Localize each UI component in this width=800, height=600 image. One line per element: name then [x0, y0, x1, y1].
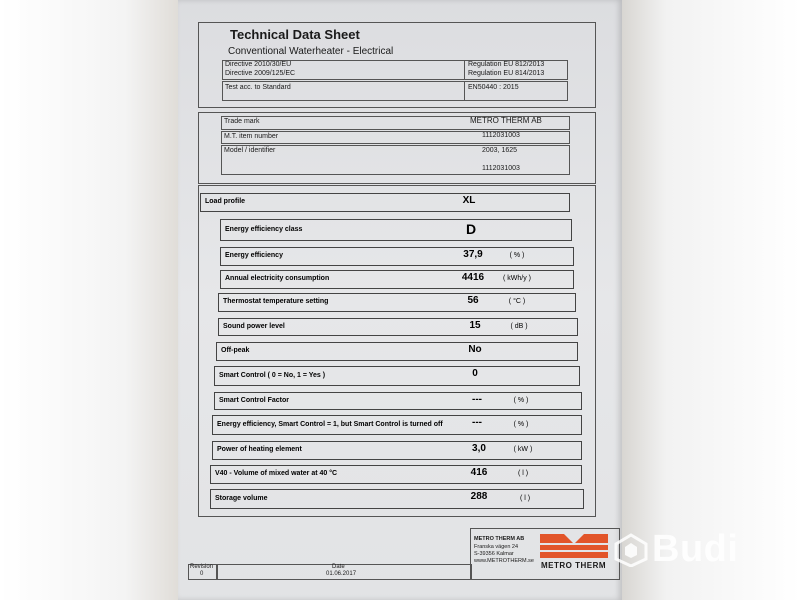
spec-row [220, 219, 572, 241]
test-standard-label: Test acc. to Standard [225, 84, 291, 91]
spec-row [210, 465, 582, 484]
spec-label: Smart Control Factor [219, 397, 290, 404]
spec-row [214, 366, 580, 386]
spec-row [212, 441, 582, 460]
model-value-2: 1112031003 [482, 165, 520, 172]
spec-row [216, 342, 578, 361]
directive-1: Directive 2010/30/EU [225, 61, 292, 68]
spec-row [218, 293, 576, 312]
logo-text: METRO THERM [541, 561, 607, 570]
spec-label: Power of heating element [217, 446, 302, 453]
spec-unit: ( °C ) [508, 298, 526, 305]
spec-row [212, 415, 582, 435]
directive-2: Directive 2009/125/EC [225, 70, 296, 77]
spec-label: Sound power level [223, 323, 285, 330]
spec-label: Smart Control ( 0 = No, 1 = Yes ) [219, 372, 326, 379]
budi-logo-icon [614, 533, 648, 567]
test-standard-value: EN50440 : 2015 [468, 84, 519, 91]
company-name: METRO THERM AB [474, 536, 525, 542]
spec-value: 416 [470, 467, 488, 478]
spec-unit: ( % ) [513, 397, 529, 404]
regulation-2: Regulation EU 814/2013 [468, 70, 545, 77]
page-title: Technical Data Sheet [230, 27, 360, 42]
spec-unit: ( kWh/y ) [503, 275, 531, 282]
spec-row [220, 247, 574, 266]
spec-row [214, 392, 582, 410]
spec-value: --- [472, 417, 482, 428]
item-number-value: 1112031003 [482, 132, 520, 139]
spec-value: 3,0 [472, 443, 486, 454]
spec-value: 4416 [461, 272, 485, 283]
spec-value: XL [462, 195, 476, 206]
spec-row [210, 489, 584, 509]
company-city: S-39356 Kalmar [474, 551, 514, 557]
regulation-1: Regulation EU 812/2013 [468, 61, 545, 68]
model-value-1: 2003, 1625 [482, 147, 518, 154]
background-left [0, 0, 178, 600]
spec-label: Annual electricity consumption [225, 275, 330, 282]
model-label: Model / identifier [224, 147, 276, 154]
revision-value: 0 [200, 571, 204, 577]
company-street: Franska vägen 24 [474, 544, 519, 550]
revision-label: Revision [190, 564, 214, 570]
spec-row [218, 318, 578, 336]
spec-label: Thermostat temperature setting [223, 298, 329, 305]
page-subtitle: Conventional Waterheater - Electrical [228, 46, 394, 57]
spec-value: 288 [470, 491, 488, 502]
spec-unit: ( l ) [519, 495, 531, 502]
spec-unit: ( dB ) [510, 323, 528, 330]
spec-value: 37,9 [463, 249, 483, 260]
trademark-value: METRO THERM AB [470, 116, 542, 125]
spec-unit: ( % ) [513, 421, 529, 428]
date-value: 01.06.2017 [326, 571, 357, 577]
trademark-label: Trade mark [224, 118, 260, 125]
spec-value: 56 [467, 295, 479, 306]
spec-value: --- [472, 394, 482, 405]
company-web: www.METROTHERM.se [474, 558, 534, 564]
spec-row [220, 270, 574, 289]
spec-row [200, 193, 570, 212]
spec-label: V40 - Volume of mixed water at 40 °C [215, 470, 338, 477]
spec-label: Energy efficiency class [225, 226, 303, 233]
spec-label: Storage volume [215, 495, 268, 502]
spec-value: D [465, 221, 477, 237]
spec-unit: ( kW ) [513, 446, 533, 453]
spec-value: 15 [469, 320, 481, 331]
spec-label: Energy efficiency [225, 252, 283, 259]
date-label: Date [332, 564, 345, 570]
metro-therm-logo-icon [540, 534, 608, 558]
spec-unit: ( l ) [517, 470, 529, 477]
spec-label: Off-peak [221, 347, 250, 354]
background-right [622, 0, 800, 600]
spec-unit: ( % ) [509, 252, 525, 259]
spec-label: Energy efficiency, Smart Control = 1, but Smart Control is turned off [217, 421, 443, 428]
budi-watermark: Budi [652, 528, 739, 570]
data-sheet [178, 0, 622, 600]
spec-value: 0 [472, 368, 478, 379]
spec-label: Load profile [205, 198, 246, 205]
item-number-label: M.T. item number [224, 133, 279, 140]
spec-value: No [468, 344, 482, 355]
